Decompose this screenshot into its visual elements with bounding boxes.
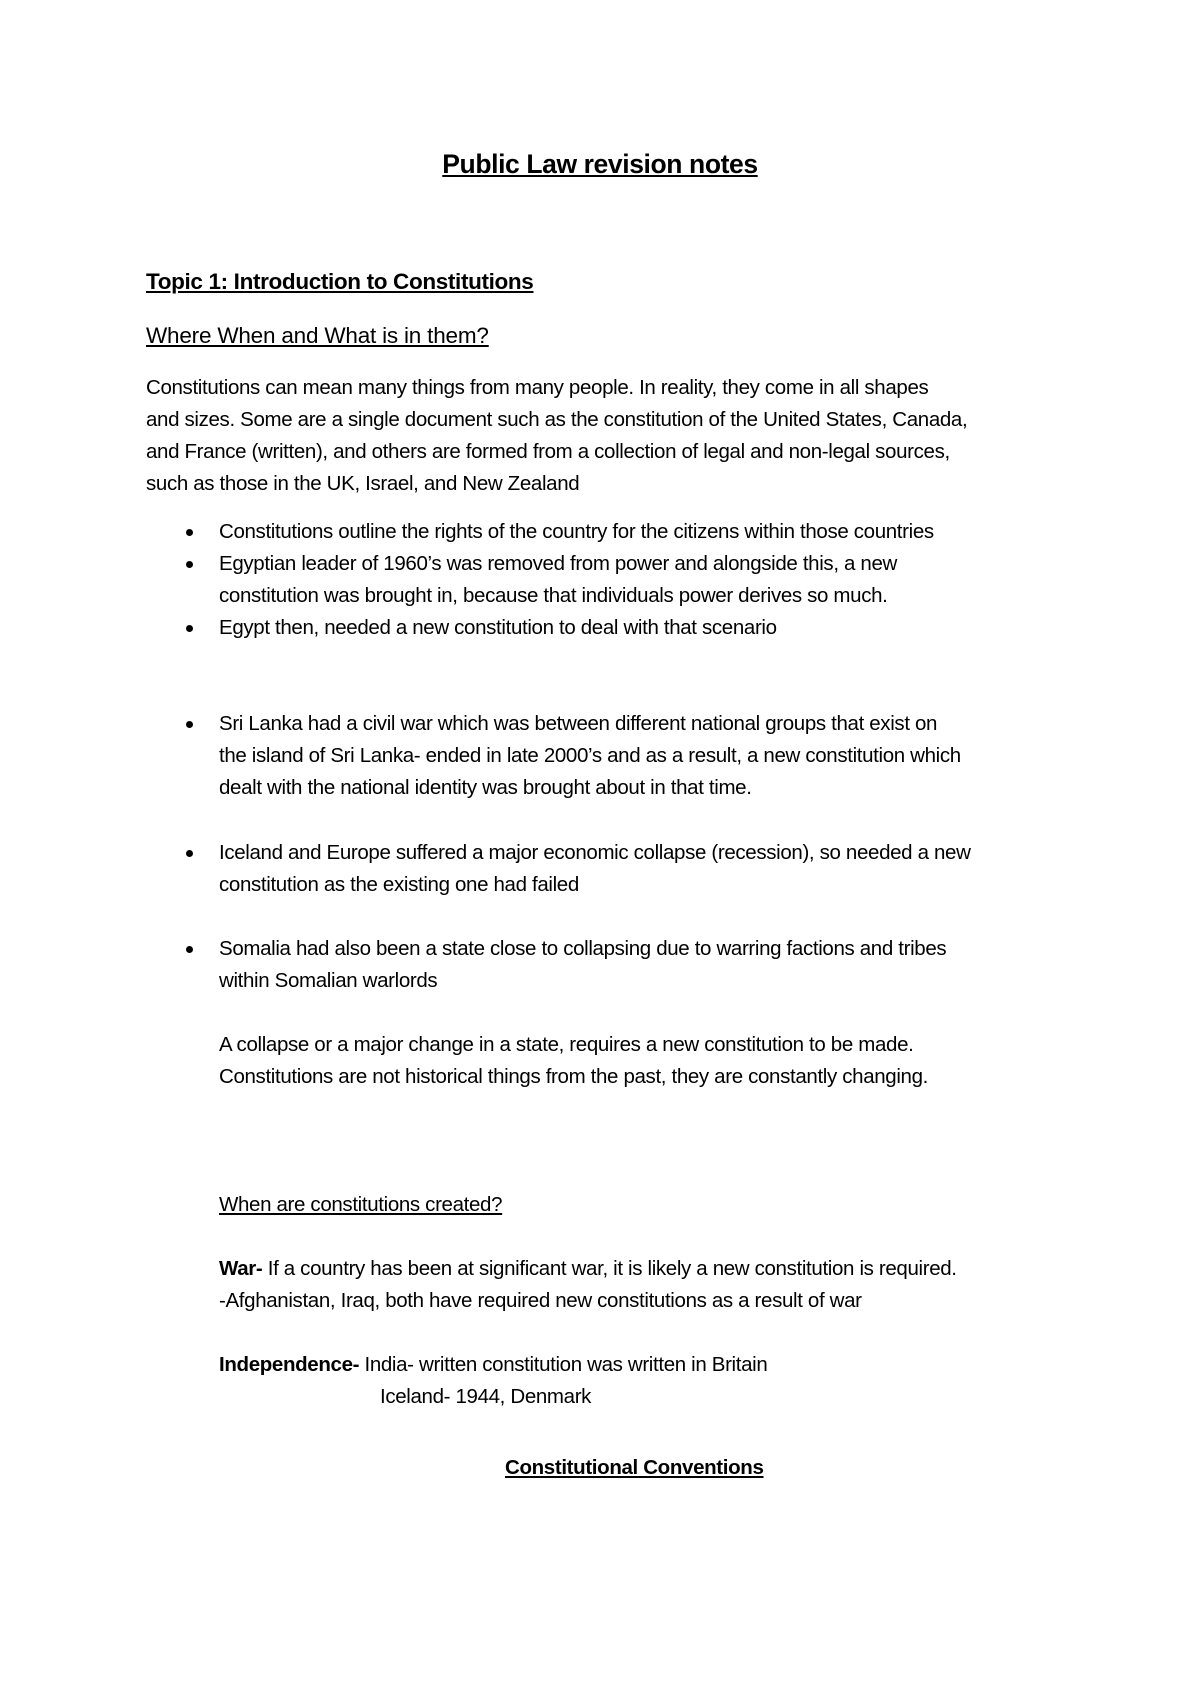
bullet-text: Constitutions outline the rights of the country for the citizens within those countries (219, 520, 934, 543)
intro-line: and sizes. Some are a single document such as the constitution of the United States, Canada, (146, 408, 968, 431)
war-label: War- (219, 1257, 263, 1280)
intro-line: such as those in the UK, Israel, and New Zealand (146, 472, 580, 495)
bullet-text: constitution as the existing one had failed (219, 873, 579, 896)
bullet-text: constitution was brought in, because that individuals power derives so much. (219, 584, 888, 607)
bullet-text: within Somalian warlords (219, 969, 438, 992)
bullet-text: Iceland and Europe suffered a major economic collapse (recession), so needed a new (219, 841, 971, 864)
conventions-heading: Constitutional Conventions (505, 1456, 764, 1479)
bullet-dot (186, 625, 193, 632)
bullet-text: dealt with the national identity was brought about in that time. (219, 776, 752, 799)
bullet-text: Sri Lanka had a civil war which was between different national groups that exist on (219, 712, 938, 735)
summary-line: A collapse or a major change in a state, requires a new constitution to be made. (219, 1033, 914, 1056)
independence-line (219, 1349, 767, 1381)
page-title: Public Law revision notes (442, 149, 758, 179)
when-created-heading: When are constitutions created? (219, 1193, 503, 1216)
intro-line: Constitutions can mean many things from many people. In reality, they come in all shapes (146, 376, 929, 399)
bullet-text: Somalia had also been a state close to collapsing due to warring factions and tribes (219, 937, 947, 960)
independence-text: India- written constitution was written in Britain (359, 1353, 768, 1376)
bullet-text: the island of Sri Lanka- ended in late 2000’s and as a result, a new constitution which (219, 744, 961, 767)
war-examples: -Afghanistan, Iraq, both have required new constitutions as a result of war (219, 1289, 862, 1312)
war-text: If a country has been at significant war, it is likely a new constitution is required. (262, 1257, 957, 1280)
bullet-dot (186, 721, 193, 728)
intro-line: and France (written), and others are formed from a collection of legal and non-legal sources, (146, 440, 950, 463)
bullet-text: Egypt then, needed a new constitution to deal with that scenario (219, 616, 777, 639)
bullet-dot (186, 561, 193, 568)
independence-label: Independence- (219, 1353, 360, 1376)
bullet-dot (186, 850, 193, 857)
topic-heading: Topic 1: Introduction to Constitutions (146, 269, 534, 294)
bullet-text: Egyptian leader of 1960’s was removed from power and alongside this, a new (219, 552, 897, 575)
bullet-dot (186, 946, 193, 953)
bullet-dot (186, 529, 193, 536)
subheading: Where When and What is in them? (146, 323, 489, 348)
summary-line: Constitutions are not historical things from the past, they are constantly changing. (219, 1065, 929, 1088)
war-line (219, 1253, 957, 1285)
independence-examples: Iceland- 1944, Denmark (380, 1385, 592, 1408)
